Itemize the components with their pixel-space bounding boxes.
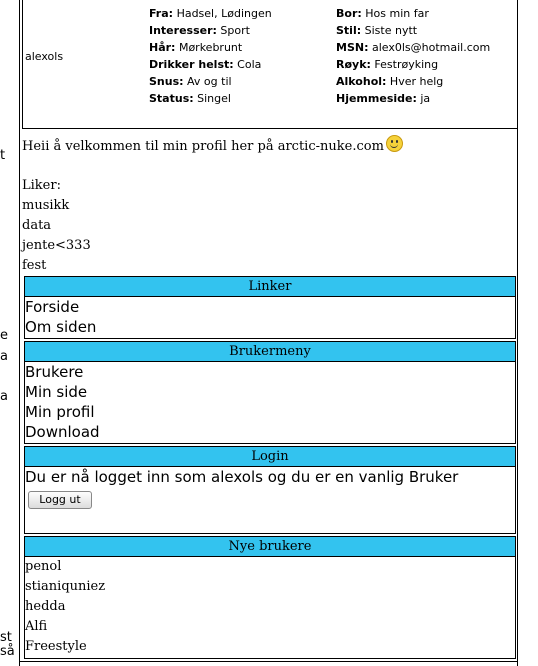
new-users-title: Nye brukere	[25, 537, 515, 557]
new-user-link[interactable]: stianiquniez	[25, 579, 106, 594]
left-fragment-text: e	[0, 328, 8, 343]
profile-field-status: Status: Singel	[149, 92, 231, 105]
profile-field-homepage: Hjemmeside: ja	[336, 92, 431, 105]
new-user-link[interactable]: Alfi	[25, 619, 48, 634]
login-box-title: Login	[25, 447, 515, 467]
new-user-link[interactable]: Freestyle	[25, 639, 87, 654]
left-fragment-text: a	[0, 349, 8, 364]
profile-field-smoking: Røyk: Festrøyking	[336, 58, 439, 71]
likes-item: jente<333	[22, 238, 91, 253]
profile-field-lives: Bor: Hos min far	[336, 7, 429, 20]
menu-item-min-side[interactable]: Min side	[25, 383, 88, 401]
menu-item-min-profil[interactable]: Min profil	[25, 403, 95, 421]
profile-field-alcohol: Alkohol: Hver helg	[336, 75, 444, 88]
main-table-left-border	[19, 0, 20, 666]
smiley-icon	[386, 135, 403, 152]
left-fragment-text: så	[0, 644, 15, 659]
likes-item: musikk	[22, 198, 70, 213]
profile-field-drink: Drikker helst: Cola	[149, 58, 262, 71]
menu-item-brukere[interactable]: Brukere	[25, 363, 84, 381]
new-users-box	[24, 536, 516, 659]
login-box	[24, 446, 516, 534]
welcome-text: Heii å velkommen til min profil her på arctic-nuke.com	[22, 135, 403, 154]
user-menu-box	[24, 341, 516, 444]
user-menu-title: Brukermeny	[25, 342, 515, 362]
profile-field-hair: Hår: Mørkebrunt	[149, 41, 243, 54]
profile-field-style: Stil: Siste nytt	[336, 24, 418, 37]
likes-item: data	[22, 218, 52, 233]
link-forside[interactable]: Forside	[25, 298, 80, 316]
menu-item-download[interactable]: Download	[25, 423, 100, 441]
new-user-link[interactable]: penol	[25, 559, 62, 574]
likes-item: fest	[22, 258, 47, 273]
likes-heading: Liker:	[22, 178, 61, 193]
links-box-title: Linker	[25, 277, 515, 297]
main-table-bottom-border	[19, 661, 518, 662]
logout-button[interactable]: Logg ut	[28, 491, 92, 509]
links-box	[24, 276, 516, 339]
left-fragment-text: a	[0, 389, 8, 404]
profile-field-msn: MSN: alex0ls@hotmail.com	[336, 41, 491, 54]
profile-field-from: Fra: Hadsel, Lødingen	[149, 7, 272, 20]
left-fragment-text: t	[0, 148, 6, 163]
profile-field-snus: Snus: Av og til	[149, 75, 232, 88]
profile-username: alexols	[25, 50, 64, 63]
new-user-link[interactable]: hedda	[25, 599, 66, 614]
likes-section	[22, 176, 91, 276]
login-status-message: Du er nå logget inn som alexols og du er en vanlig Bruker	[25, 468, 459, 486]
left-fragment-text: st	[0, 630, 12, 645]
left-column-fragment	[0, 0, 15, 666]
profile-field-interests: Interesser: Sport	[149, 24, 250, 37]
link-om-siden[interactable]: Om siden	[25, 318, 97, 336]
